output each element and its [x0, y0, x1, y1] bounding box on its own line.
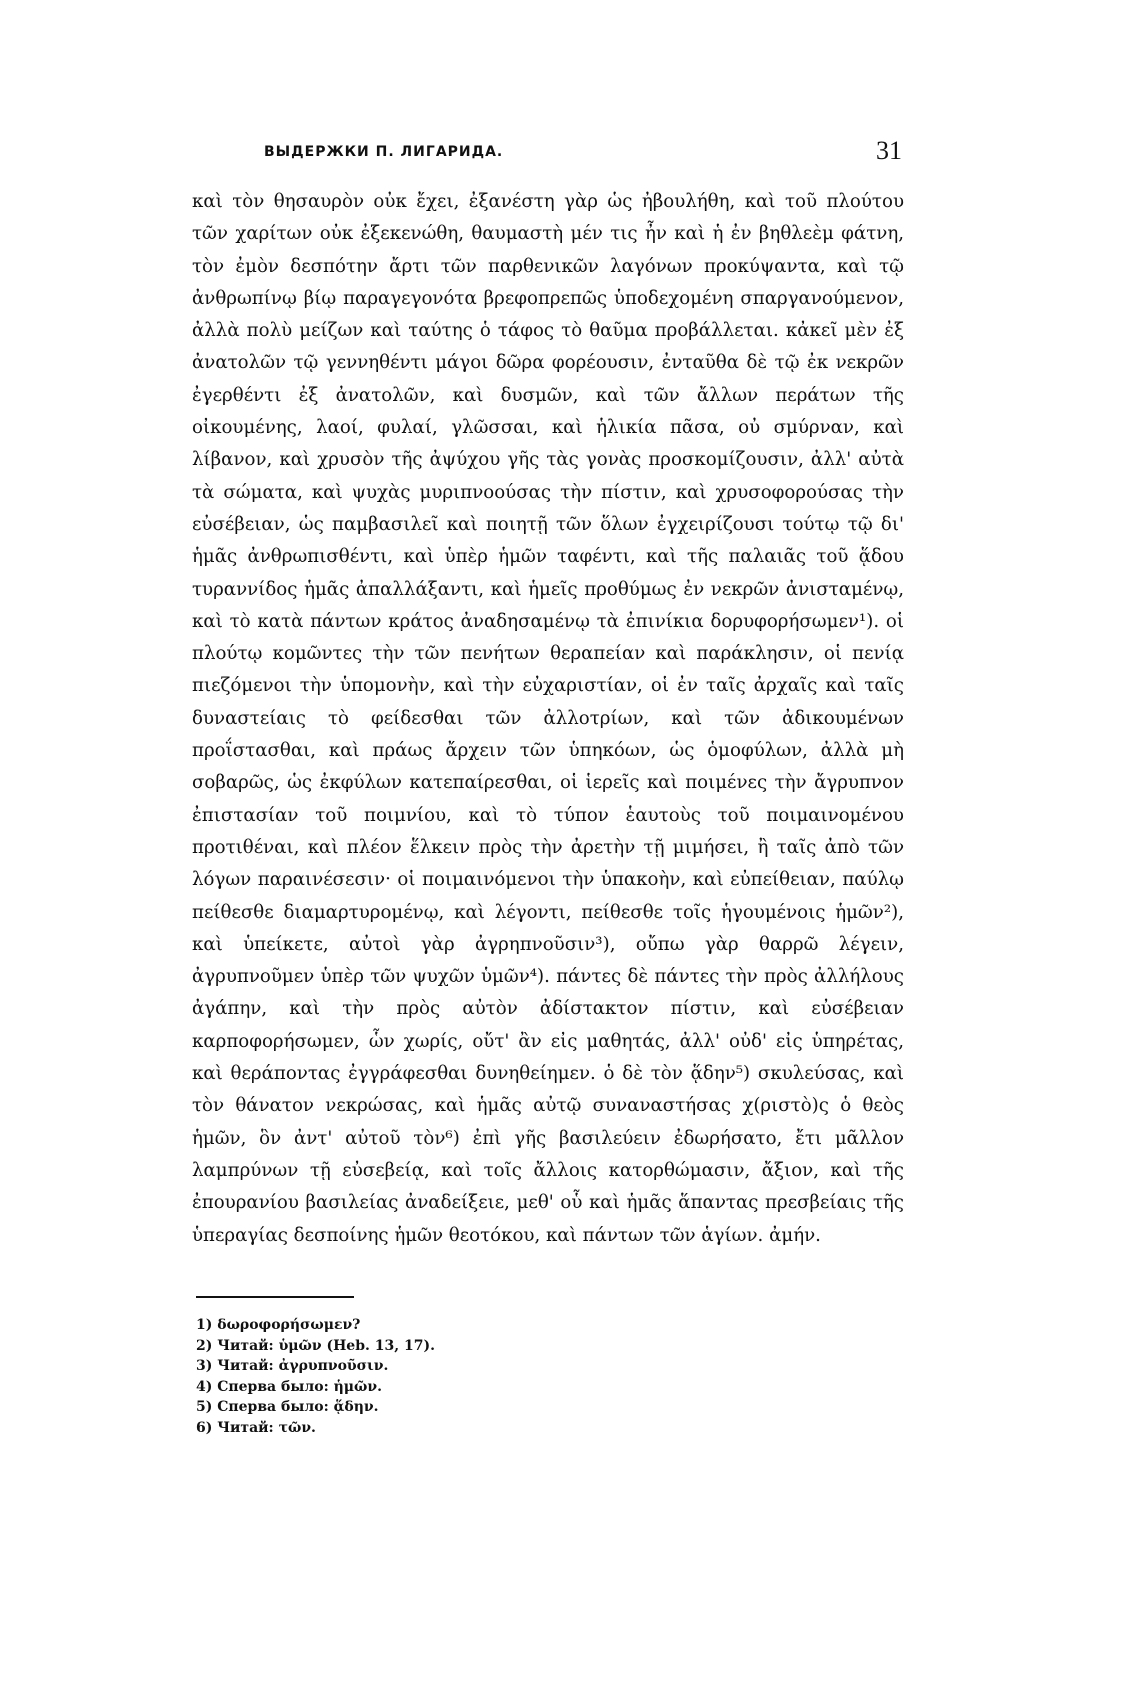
running-title: ВЫДЕРЖКИ П. ЛИГАРИДА. [264, 144, 504, 160]
footnotes-list [196, 1315, 596, 1438]
main-text-paragraph: καὶ τὸν θησαυρὸν οὐκ ἔχει, ἐξανέστη γὰρ ὡς ἠβουλήθη, καὶ τοῦ πλούτου τῶν χαρίτων οὐκ ἐξεκενώθη, θαυμαστὴ μέν τις ἦν καὶ ἡ ἐν βηθλεὲμ φάτνη, τὸν ἐμὸν δεσπότην ἄρτι τῶν παρθενικῶν λαγόνων προκύψαντα, καὶ τῷ ἀνθρωπίνῳ βίῳ παραγεγονότα βρεφοπρεπῶς ὑποδεχομένη σπαργανούμενον, ἀλλὰ πολὺ μείζων καὶ ταύτης ὁ τάφος τὸ θαῦμα προβάλλεται. κἀκεῖ μὲν ἐξ ἀνατολῶν τῷ γεννηθέντι μάγοι δῶρα φορέουσιν, ἐνταῦθα δὲ τῷ ἐκ νεκρῶν ἐγερθέντι ἐξ ἀνατολῶν, καὶ δυσμῶν, καὶ τῶν ἄλλων περάτων τῆς οἰκουμένης, λαοί, φυλαί, γλῶσσαι, καὶ ἡλικία πᾶσα, οὐ σμύρναν, καὶ λίβανον, καὶ χρυσὸν τῆς ἀψύχου γῆς τὰς γονὰς προσκομίζουσιν, ἀλλ' αὐτὰ τὰ σώματα, καὶ ψυχὰς μυριπνοούσας τὴν πίστιν, καὶ χρυσοφορούσας τὴν εὐσέβειαν, ὡς παμβασιλεῖ καὶ ποιητῇ τῶν ὅλων ἐγχειρίζουσι τούτῳ τῷ δι' ἡμᾶς ἀνθρωπισθέντι, καὶ ὑπὲρ ἡμῶν ταφέντι, καὶ τῆς παλαιᾶς τοῦ ᾅδου τυραννίδος ἡμᾶς ἀπαλλάξαντι, καὶ ἡμεῖς προθύμως ἐν νεκρῶν ἀνισταμένῳ, καὶ τὸ κατὰ πάντων κράτος ἀναδησαμένῳ τὰ ἐπινίκια δορυφορήσωμεν¹). οἱ πλούτῳ κομῶντες τὴν τῶν πενήτων θεραπείαν καὶ παράκλησιν, οἱ πενίᾳ πιεζόμενοι τὴν ὑπομονὴν, καὶ τὴν εὐχαριστίαν, οἱ ἐν ταῖς ἀρχαῖς καὶ ταῖς δυναστείαις τὸ φείδεσθαι τῶν ἀλλοτρίων, καὶ τῶν ἀδικουμένων προΐστασθαι, καὶ πράως ἄρχειν τῶν ὑπηκόων, ὡς ὁμοφύλων, ἀλλὰ μὴ σοβαρῶς, ὡς ἐκφύλων κατεπαίρεσθαι, οἱ ἱερεῖς καὶ ποιμένες τὴν ἄγρυπνον ἐπιστασίαν τοῦ ποιμνίου, καὶ τὸ τύπον ἑαυτοὺς τοῦ ποιμαινομένου προτιθέναι, καὶ πλέον ἕλκειν πρὸς τὴν ἀρετὴν τῇ μιμήσει, ἢ ταῖς ἀπὸ τῶν λόγων παραινέσεσιν· οἱ ποιμαινόμενοι τὴν ὑπακοὴν, καὶ εὐπείθειαν, παύλῳ πείθεσθε διαμαρτυρομένῳ, καὶ λέγοντι, πείθεσθε τοῖς ἡγουμένοις ἡμῶν²), καὶ ὑπείκετε, αὐτοὶ γὰρ ἀγρηπνοῦσιν³), οὔπω γὰρ θαρρῶ λέγειν, ἀγρυπνοῦμεν ὑπὲρ τῶν ψυχῶν ὑμῶν⁴). πάντες δὲ πάντες τὴν πρὸς ἀλλήλους ἀγάπην, καὶ τὴν πρὸς αὐτὸν ἀδίστακτον πίστιν, καὶ εὐσέβειαν καρποφορήσωμεν, ὧν χωρίς, οὔτ' ἂν εἰς μαθητάς, ἀλλ' οὐδ' εἰς ὑπηρέτας, καὶ θεράποντας ἐγγράφεσθαι δυνηθείημεν. ὁ δὲ τὸν ᾅδην⁵) σκυλεύσας, καὶ τὸν θάνατον νεκρώσας, καὶ ἡμᾶς αὐτῷ συναναστήσας χ(ριστὸ)ς ὁ θεὸς ἡμῶν, ὃν ἀντ' αὐτοῦ τὸν⁶) ἐπὶ γῆς βασιλεύειν ἐδωρήσατο, ἔτι μᾶλλον λαμπρύνων τῇ εὐσεβείᾳ, καὶ τοῖς ἄλλοις κατορθώμασιν, ἄξιον, καὶ τῆς ἐπουρανίου βασιλείας ἀναδείξειε, μεθ' οὗ καὶ ἡμᾶς ἅπαντας πρεσβείαις τῆς ὑπεραγίας δεσποίνης ἡμῶν θεοτόκου, καὶ πάντων τῶν ἁγίων. ἀμήν. [192, 191, 904, 1246]
page-header [196, 136, 902, 176]
footnote-item: 6) Читай: τῶν. [196, 1419, 316, 1436]
footnote-item: 3) Читай: ἀγρυπνοῦσιν. [196, 1358, 389, 1374]
page-number: 31 [876, 136, 902, 165]
footnote-divider [196, 1296, 354, 1298]
footnote-item: 1) δωροφορήσωμεν? [196, 1317, 361, 1333]
footnote-item: 2) Читай: ὑμῶν (Heb. 13, 17). [196, 1337, 435, 1354]
footnote-item: 5) Сперва было: ᾅδην. [196, 1399, 379, 1415]
footnote-item: 4) Сперва было: ἡμῶν. [196, 1378, 382, 1395]
